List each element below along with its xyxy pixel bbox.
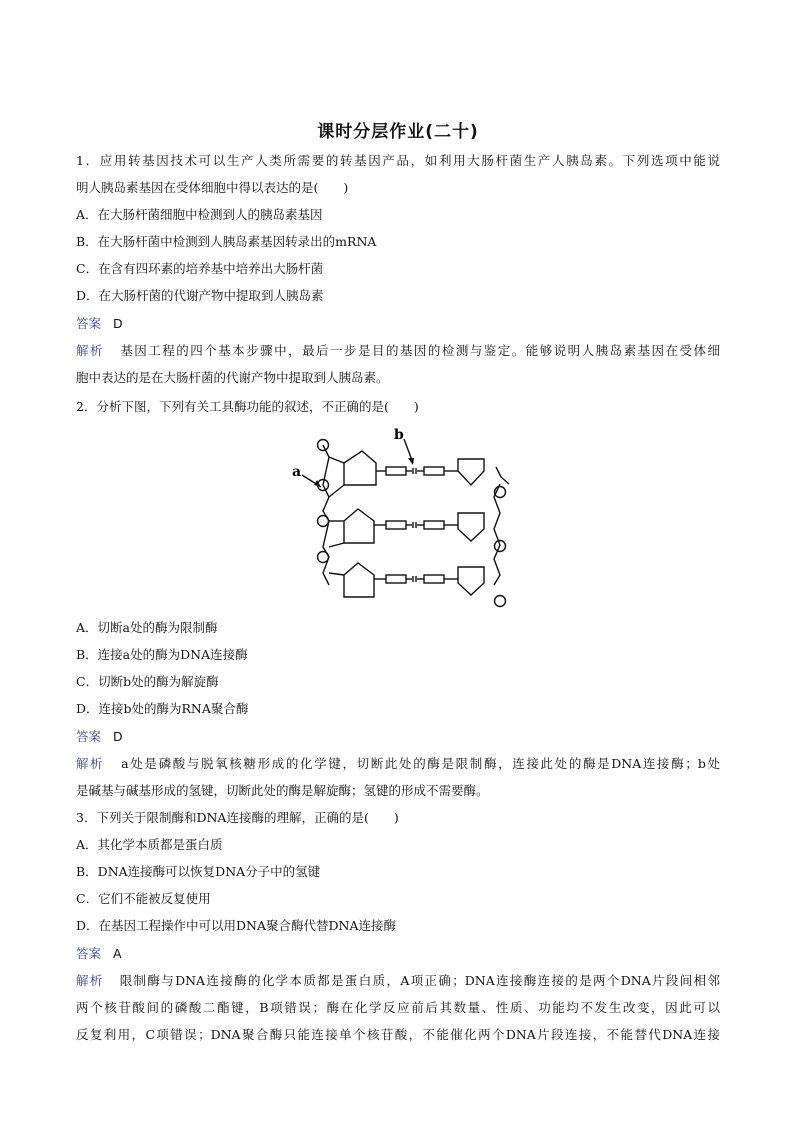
label-a: a <box>292 464 302 480</box>
q1-option-d: D．在大肠杆菌的代谢产物中提取到人胰岛素 <box>76 288 324 303</box>
q3-option-d: D．在基因工程操作中可以用DNA聚合酶代替DNA连接酶 <box>76 918 396 933</box>
answer-value: D <box>112 729 123 744</box>
deoxyribose-pentagon <box>458 567 484 595</box>
analysis-text: 限制酶与DNA连接酶的化学本质都是蛋白质，A项正确；DNA连接酶连接的是两个DNA片段间相邻 <box>119 973 720 988</box>
q3-analysis-line1 <box>76 971 720 991</box>
deoxyribose-pentagon <box>344 563 374 597</box>
q1-analysis-line1 <box>76 341 720 361</box>
q1-stem-line2: 明人胰岛素基因在受体细胞中得以表达的是( ) <box>76 180 349 195</box>
arrow-b-head <box>408 458 414 465</box>
answer-label: 答案 <box>76 729 102 744</box>
q2-answer <box>76 727 720 747</box>
analysis-label: 解析 <box>76 343 104 358</box>
phosphate-circle <box>318 516 329 527</box>
q3-option-c: C．它们不能被反复使用 <box>76 891 211 906</box>
base-rect <box>386 575 406 583</box>
q1-analysis-line2: 胞中表达的是在大肠杆菌的代谢产物中提取到人胰岛素。 <box>76 370 389 385</box>
analysis-text: a处是磷酸与脱氧核糖形成的化学键，切断此处的酶是限制酶，连接此处的酶是DNA连接酶；b处 <box>121 756 720 771</box>
deoxyribose-pentagon <box>344 451 376 485</box>
right-backbone-seg1 <box>496 467 509 484</box>
answer-value: D <box>112 316 123 331</box>
base-rect <box>424 521 444 529</box>
q3-analysis-line2: 两个核苷酸间的磷酸二酯键，B项错误；酶在化学反应前后其数量、性质、功能均不发生改变，因此可以 <box>76 1000 720 1015</box>
q3-option-a: A．其化学本质都是蛋白质 <box>76 837 223 852</box>
page-title: 课时分层作业(二十) <box>317 122 479 142</box>
q2-analysis-line2: 是碱基与碱基形成的氢键，切断此处的酶是解旋酶；氢键的形成不需要酶。 <box>76 783 489 798</box>
q3-option-b: B．DNA连接酶可以恢复DNA分子中的氢键 <box>76 864 321 879</box>
q1-answer <box>76 314 720 334</box>
base-rect <box>424 575 444 583</box>
q2-option-a: A．切断a处的酶为限制酶 <box>76 620 218 635</box>
q3-stem: 3．下列关于限制酶和DNA连接酶的理解，正确的是( ) <box>76 810 399 825</box>
analysis-label: 解析 <box>76 756 105 771</box>
phosphate-circle <box>495 596 506 607</box>
q1-option-b: B．在大肠杆菌中检测到人胰岛素基因转录出的mRNA <box>76 234 377 249</box>
dna-structure-diagram <box>286 425 516 609</box>
q2-stem: 2．分析下图，下列有关工具酶功能的叙述，不正确的是( ) <box>76 399 419 414</box>
q2-option-d: D．连接b处的酶为RNA聚合酶 <box>76 701 249 716</box>
q3-answer <box>76 944 720 964</box>
q2-option-c: C．切断b处的酶为解旋酶 <box>76 674 219 689</box>
deoxyribose-pentagon <box>458 459 484 485</box>
phosphate-circle <box>318 552 329 563</box>
q3-analysis-line3: 反复利用，C项错误；DNA聚合酶只能连接单个核苷酸，不能催化两个DNA片段连接，不能替代DNA连接 <box>76 1027 720 1042</box>
q2-analysis-line1 <box>76 754 720 774</box>
base-rect <box>386 521 406 529</box>
answer-label: 答案 <box>76 946 102 961</box>
label-b: b <box>394 427 404 443</box>
deoxyribose-pentagon <box>458 513 484 541</box>
q1-stem-line1: 1．应用转基因技术可以生产人类所需要的转基因产品，如利用大肠杆菌生产人胰岛素。下列选项中能说 <box>76 153 720 168</box>
q1-option-c: C．在含有四环素的培养基中培养出大肠杆菌 <box>76 261 324 276</box>
base-rect <box>424 467 444 475</box>
analysis-text: 基因工程的四个基本步骤中，最后一步是目的基因的检测与鉴定。能够说明人胰岛素基因在受体细 <box>120 343 720 358</box>
q1-option-a: A．在大肠杆菌细胞中检测到人的胰岛素基因 <box>76 207 323 222</box>
right-backbone <box>494 484 500 585</box>
deoxyribose-pentagon <box>344 509 374 543</box>
q2-option-b: B．连接a处的酶为DNA连接酶 <box>76 647 248 662</box>
analysis-label: 解析 <box>76 973 104 988</box>
base-rect <box>386 467 406 475</box>
answer-value: A <box>112 946 122 961</box>
answer-label: 答案 <box>76 316 102 331</box>
